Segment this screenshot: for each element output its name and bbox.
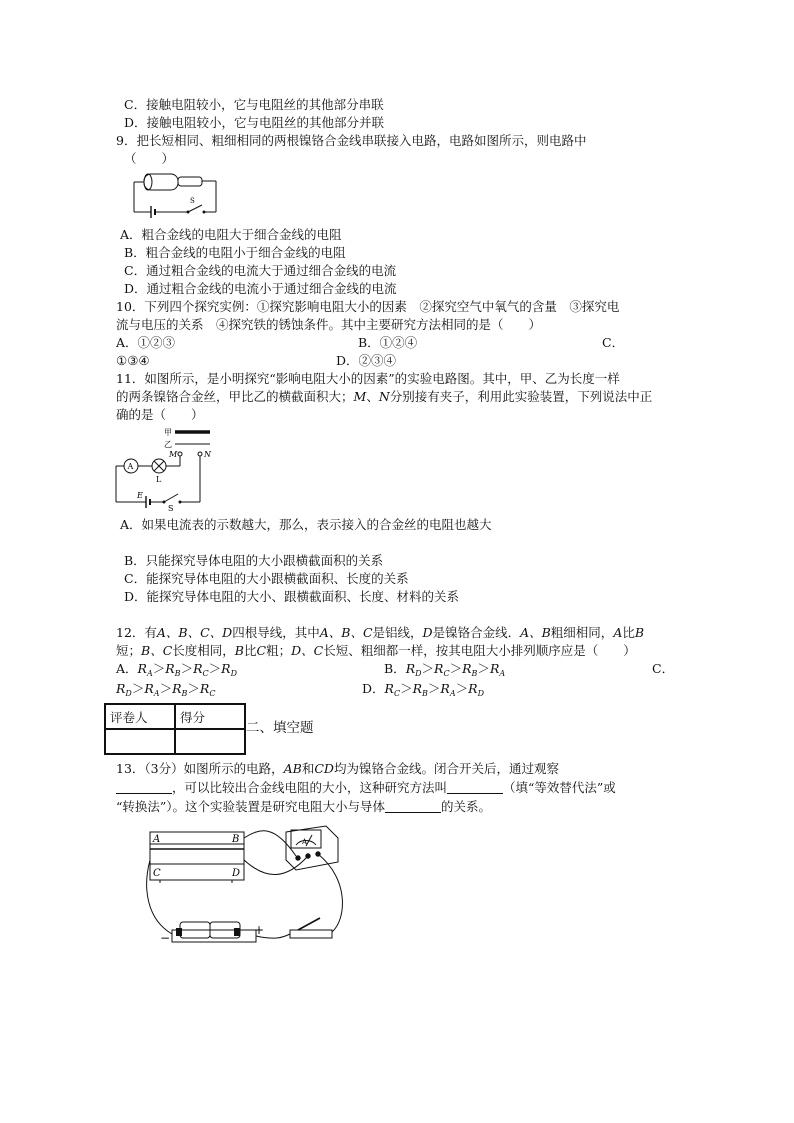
q13-blank-2[interactable] bbox=[447, 781, 503, 794]
q9-stem: 9．把长短相同、粗细相同的两根镍铬合金线串联接入电路，电路如图所示，则电路中 bbox=[116, 133, 587, 148]
q10-option-c-value: ①③④ bbox=[116, 353, 150, 368]
q10-option-a: A．①②③ bbox=[116, 335, 176, 350]
q9-option-d: D．通过粗合金线的电流小于通过细合金线的电流 bbox=[124, 281, 397, 296]
q12-option-a: A．$R_A>R_B>R_C>R_D$ bbox=[116, 661, 237, 678]
q9-switch-label: S bbox=[190, 197, 195, 205]
reviewer-cell bbox=[105, 729, 175, 754]
q13-fig-b: B bbox=[232, 834, 240, 845]
q13-fig-d: D bbox=[232, 868, 241, 879]
q13-fig-a: A bbox=[153, 834, 161, 845]
q8-option-c: C．接触电阻较小，它与电阻丝的其他部分串联 bbox=[124, 97, 384, 112]
q13-stem-line1: 13．（3分）如图所示的电路，AB和CD均为镍铬合金线。闭合开关后，通过观察 bbox=[116, 761, 559, 776]
q12-stem-line2: 短；B、C长度相同，B比C粗；D、C长短、粗细都一样，按其电阻大小排列顺序应是（ ） bbox=[116, 643, 636, 658]
q11-fig-s: S bbox=[168, 504, 174, 512]
q9-paren: （ ） bbox=[124, 151, 175, 166]
q13-fig-plus: + bbox=[254, 923, 265, 937]
q10-option-d: D．②③④ bbox=[336, 353, 397, 368]
reviewer-header: 评卷人 bbox=[105, 704, 175, 729]
q11-fig-jia: 甲 bbox=[164, 428, 172, 437]
q13-stem-line2: ，可以比较出合金线电阻的大小，这种研究方法叫 （填“等效替代法”或 bbox=[116, 779, 616, 796]
q9-option-b: B．粗合金线的电阻小于细合金线的电阻 bbox=[124, 245, 346, 260]
q11-fig-e: E bbox=[137, 491, 143, 500]
q11-option-b: B．只能探究导体电阻的大小跟横截面积的关系 bbox=[124, 553, 384, 568]
q13-apparatus-diagram bbox=[136, 820, 356, 960]
q11-fig-n: N bbox=[204, 450, 211, 459]
q12-stem-line1: 12．有A、B、C、D四根导线，其中A、B、C是铝线，D是镍铬合金线．A、B粗细相同，A比B bbox=[116, 625, 645, 640]
q10-option-b: B．①②④ bbox=[358, 335, 418, 350]
score-table bbox=[104, 703, 246, 755]
q13-fig-meter-label: A bbox=[302, 838, 308, 846]
q13-blank-3[interactable] bbox=[385, 800, 441, 813]
q11-stem-line2: 的两条镍铬合金丝，甲比乙的横截面积大；M、N分别接有夹子，利用此实验装置，下列说法中正 bbox=[116, 389, 653, 404]
q11-fig-ammeter: A bbox=[127, 462, 134, 471]
score-cell bbox=[175, 729, 245, 754]
q13-stem-line3: “转换法”）。这个实验装置是研究电阻大小与导体 的关系。 bbox=[116, 799, 492, 814]
q8-option-d: D．接触电阻较小，它与电阻丝的其他部分并联 bbox=[124, 115, 385, 130]
q10-option-c-label: C． bbox=[602, 335, 625, 350]
q11-circuit-diagram bbox=[112, 424, 212, 512]
q9-option-c: C．通过粗合金线的电流大于通过细合金线的电流 bbox=[124, 263, 397, 278]
q12-option-c-label: C． bbox=[652, 661, 675, 676]
q11-fig-m: M bbox=[169, 450, 178, 459]
q11-fig-yi: 乙 bbox=[164, 440, 172, 449]
q11-option-a: A．如果电流表的示数越大，那么，表示接入的合金丝的电阻也越大 bbox=[120, 517, 492, 532]
q13-fig-c: C bbox=[153, 868, 161, 879]
q9-option-a: A．粗合金线的电阻大于细合金线的电阻 bbox=[120, 227, 342, 242]
q10-stem-line1: 10．下列四个探究实例：①探究影响电阻大小的因素 ②探究空气中氧气的含量 ③探究电 bbox=[116, 299, 620, 314]
q13-blank-1[interactable] bbox=[116, 781, 172, 794]
score-header: 得分 bbox=[175, 704, 245, 729]
section-title: 二、填空题 bbox=[246, 720, 314, 736]
q13-fig-minus: − bbox=[160, 931, 171, 945]
q11-option-d: D．能探究导体电阻的大小、跟横截面积、长度、材料的关系 bbox=[124, 589, 460, 604]
q11-fig-lamp: L bbox=[156, 475, 162, 484]
q12-option-d: D．$R_C>R_B>R_A>R_D$ bbox=[362, 681, 484, 698]
q11-stem-line3: 确的是（ ） bbox=[116, 407, 204, 422]
q12-option-b: B．$R_D>R_C>R_B>R_A$ bbox=[384, 661, 506, 678]
q10-stem-line2: 流与电压的关系 ④探究铁的锈蚀条件。其中主要研究方法相同的是（ ） bbox=[116, 317, 542, 332]
q9-circuit-diagram bbox=[128, 170, 232, 220]
q11-stem-line1: 11．如图所示，是小明探究“影响电阻大小的因素”的实验电路图。其中，甲、乙为长度一样 bbox=[116, 371, 620, 386]
q12-option-c-value: $R_D>R_A>R_B>R_C$ bbox=[116, 681, 216, 698]
q11-option-c: C．能探究导体电阻的大小跟横截面积、长度的关系 bbox=[124, 571, 409, 586]
